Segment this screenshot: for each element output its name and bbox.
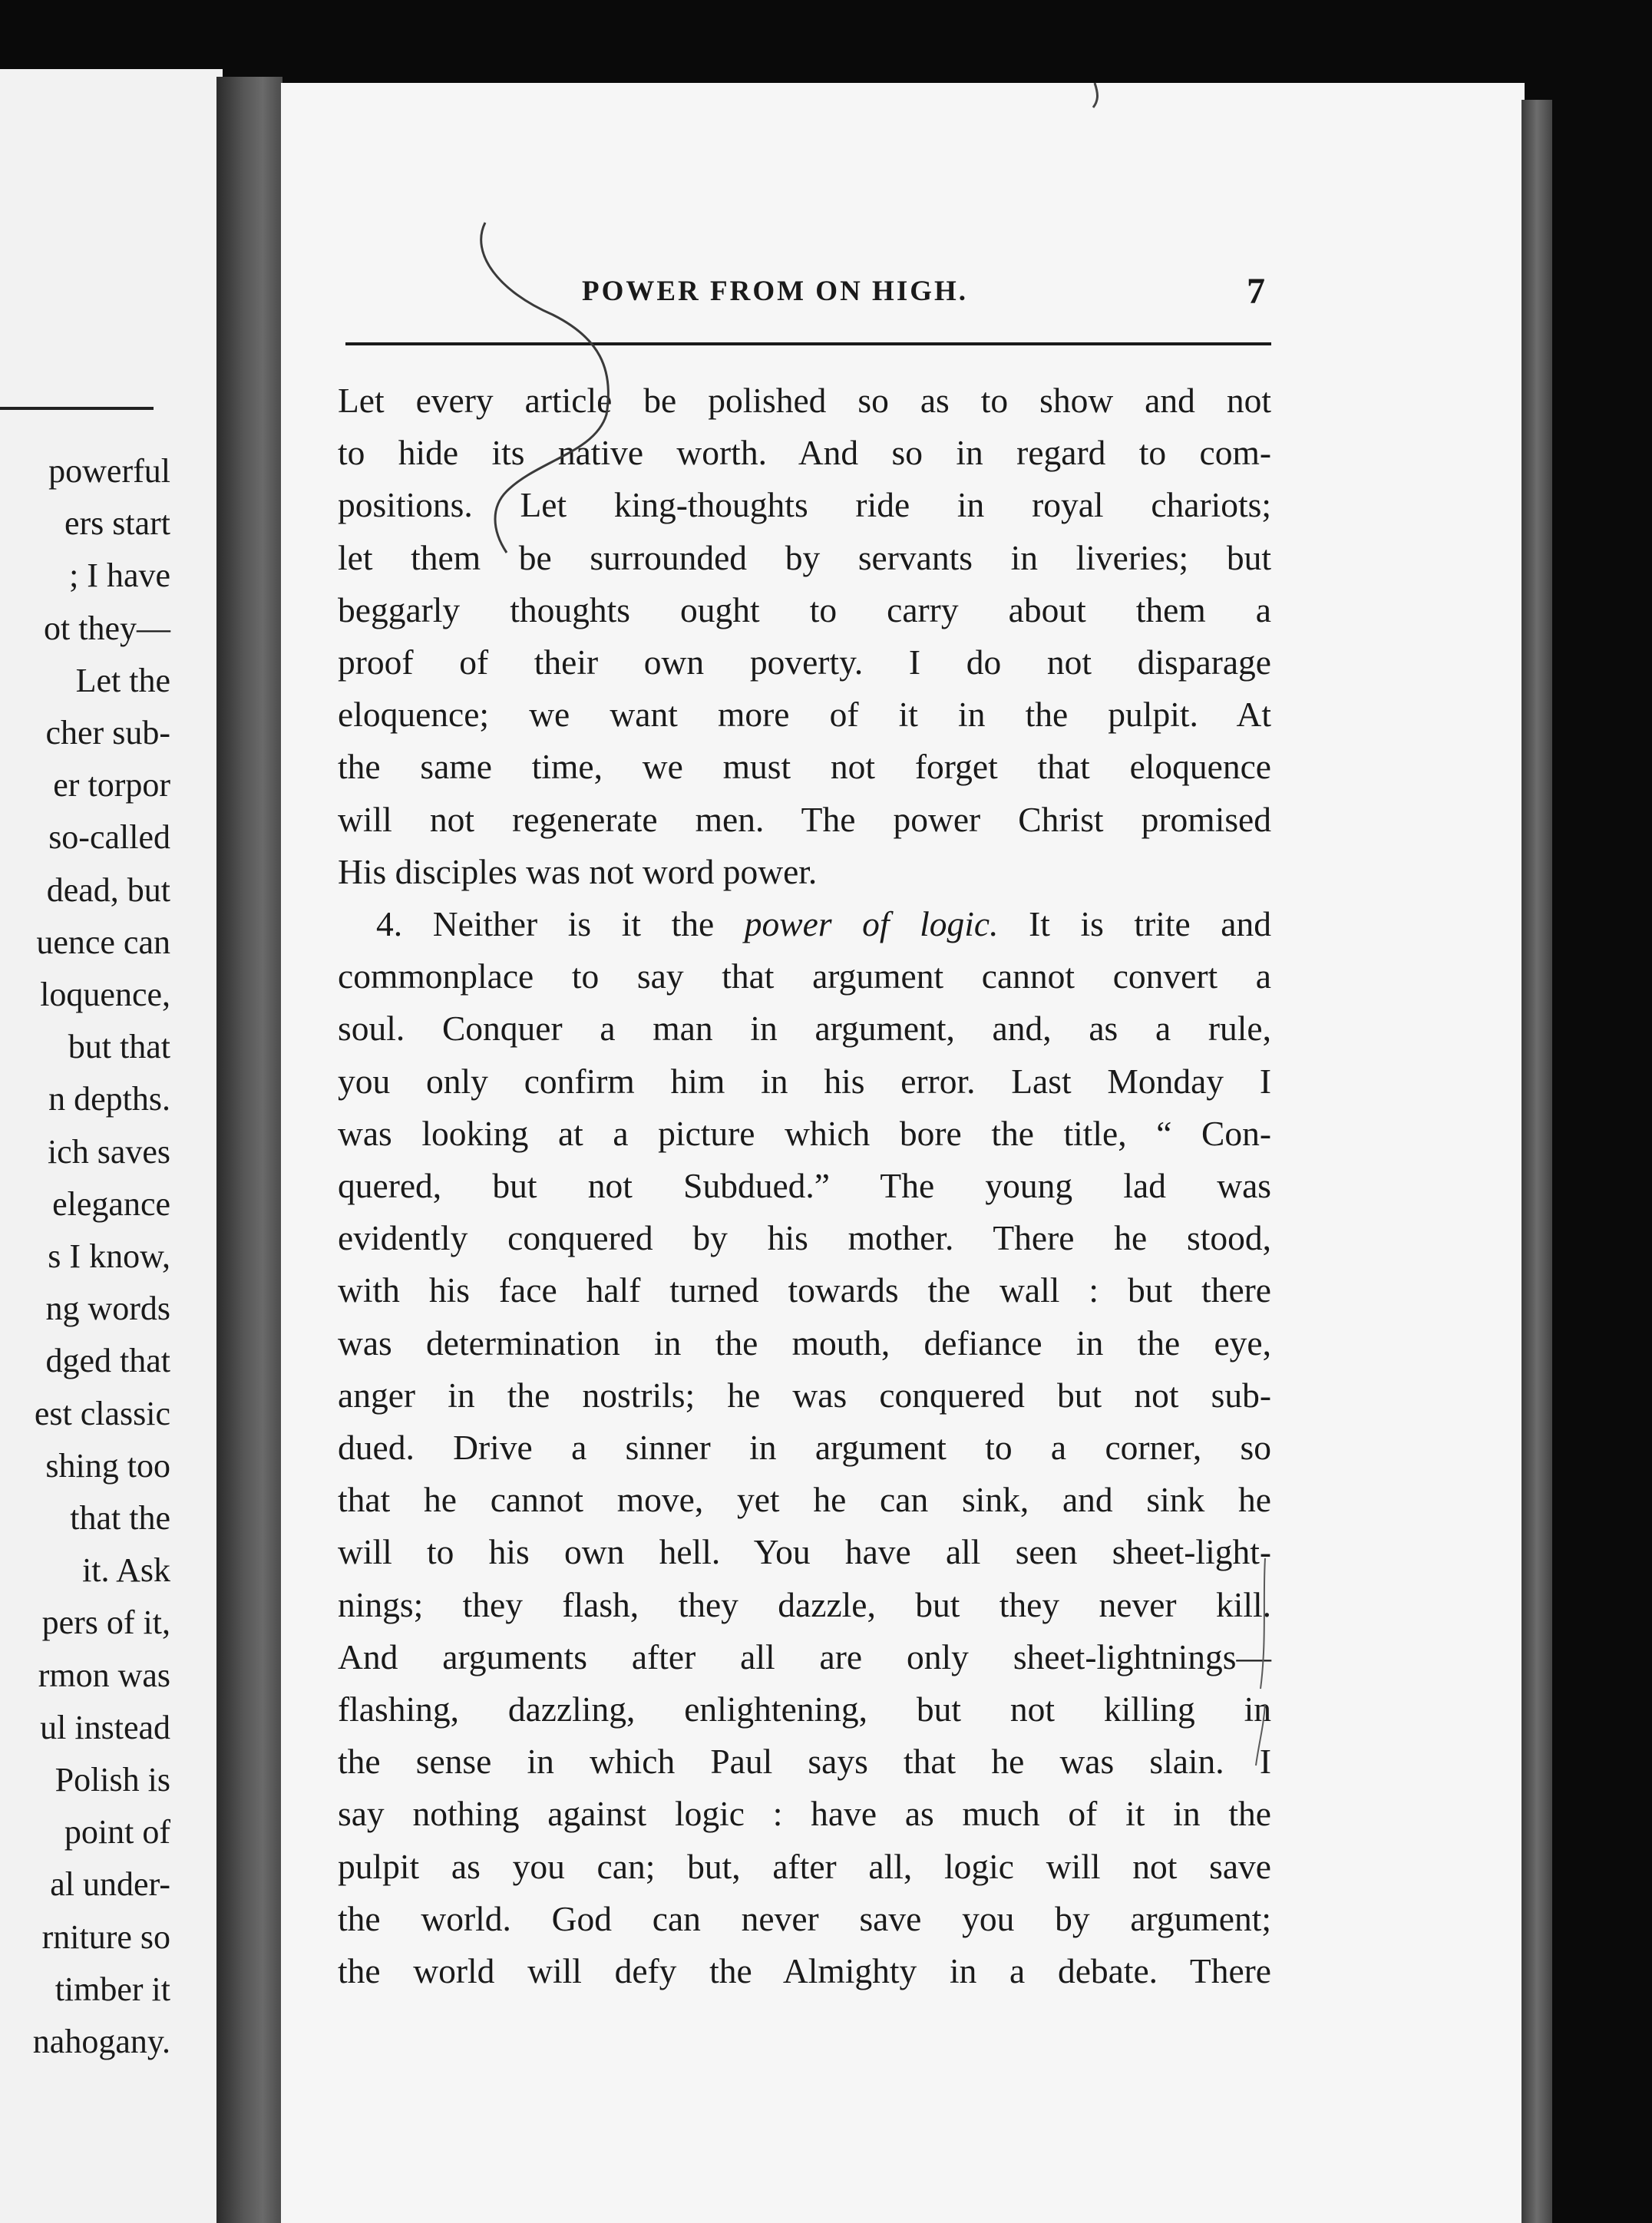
left-line: ; I have xyxy=(69,557,170,595)
text-line: flashing, dazzling, enlightening, but not killing in xyxy=(338,1690,1271,1729)
left-line: ot they— xyxy=(44,609,170,647)
text-line: to hide its native worth. And so in regard to com- xyxy=(338,433,1271,473)
left-line: ich saves xyxy=(47,1132,170,1171)
text-line: was looking at a picture which bore the title, “ Con- xyxy=(338,1113,1271,1153)
text-line: beggarly thoughts ought to carry about them a xyxy=(338,590,1271,629)
left-line: timber it xyxy=(55,1970,170,2008)
left-line: that the xyxy=(70,1499,170,1538)
left-page-rule xyxy=(0,407,154,410)
page-number: 7 xyxy=(1247,271,1265,312)
text-line: the same time, we must not forget that eloquence xyxy=(338,747,1271,787)
left-line: al under- xyxy=(50,1865,170,1904)
book-gutter xyxy=(216,77,282,2223)
running-head: POWER FROM ON HIGH. xyxy=(582,276,969,307)
left-line: rmon was xyxy=(38,1656,170,1694)
left-line: loquence, xyxy=(40,976,170,1014)
text-line: dued. Drive a sinner in argument to a corner, so xyxy=(338,1428,1271,1468)
page-body xyxy=(338,375,1271,1997)
text-line: the world will defy the Almighty in a debate. There xyxy=(338,1951,1271,1991)
left-line: uence can xyxy=(36,923,170,961)
text-line: proof of their own poverty. I do not disparage xyxy=(338,642,1271,682)
text-line: And arguments after all are only sheet-lightnings— xyxy=(338,1637,1271,1676)
text-line: commonplace to say that argument cannot convert a xyxy=(338,956,1271,996)
left-line: cher sub- xyxy=(45,714,170,752)
left-line: pers of it, xyxy=(41,1604,170,1642)
text-line: was determination in the mouth, defiance in the eye, xyxy=(338,1323,1271,1363)
text-line: evidently conquered by his mother. There he stood, xyxy=(338,1218,1271,1258)
left-line: Polish is xyxy=(55,1761,170,1799)
text-line: will not regenerate men. The power Christ promised xyxy=(338,799,1271,839)
left-page-text xyxy=(0,445,170,2068)
left-line: point of xyxy=(64,1813,170,1851)
left-page xyxy=(0,69,223,2223)
left-line: ng words xyxy=(45,1290,170,1328)
left-line: ul instead xyxy=(40,1708,170,1746)
text-line: with his face half turned towards the wall : but there xyxy=(338,1270,1271,1310)
left-line: rniture so xyxy=(41,1917,170,1956)
left-line: shing too xyxy=(45,1446,170,1485)
text-line: eloquence; we want more of it in the pulpit. At xyxy=(338,695,1271,735)
text-line: soul. Conquer a man in argument, and, as a rule, xyxy=(338,1009,1271,1049)
left-line: dged that xyxy=(45,1342,170,1380)
text-line: will to his own hell. You have all seen sheet-light- xyxy=(338,1532,1271,1572)
text-line: nings; they flash, they dazzle, but they never kill. xyxy=(338,1584,1271,1624)
left-line: elegance xyxy=(52,1184,170,1223)
left-line: er torpor xyxy=(53,766,170,804)
left-line: it. Ask xyxy=(82,1551,170,1590)
text-line: that he cannot move, yet he can sink, and sink he xyxy=(338,1480,1271,1520)
italic-phrase: power of logic. xyxy=(744,904,999,944)
text-line: quered, but not Subdued.” The young lad was xyxy=(338,1166,1271,1206)
left-line: but that xyxy=(68,1028,170,1066)
text-line: the world. God can never save you by argument; xyxy=(338,1898,1271,1938)
left-line: nahogany. xyxy=(32,2023,170,2061)
para4-lead: 4. Neither is it the xyxy=(376,904,745,944)
text-line: positions. Let king-thoughts ride in royal chariots; xyxy=(338,485,1271,525)
page-edge xyxy=(1521,100,1552,2223)
text-line: say nothing against logic : have as much of it in the xyxy=(338,1794,1271,1834)
left-line: Let the xyxy=(75,661,170,699)
text-line: His disciples was not word power. xyxy=(338,851,818,891)
text-line: pulpit as you can; but, after all, logic will not save xyxy=(338,1846,1271,1886)
left-line: s I know, xyxy=(48,1237,170,1276)
text-line: the sense in which Paul says that he was slain. I xyxy=(338,1742,1271,1782)
paragraph-4-first-line xyxy=(338,898,1271,950)
text-line: let them be surrounded by servants in liveries; but xyxy=(338,537,1271,577)
left-line: n depths. xyxy=(48,1080,170,1118)
left-line: ers start xyxy=(64,504,170,543)
text-line: Let every article be polished so as to show and not xyxy=(338,381,1271,420)
left-line: dead, but xyxy=(46,870,170,909)
left-line: powerful xyxy=(48,452,170,490)
header-rule xyxy=(345,342,1271,345)
text-line: anger in the nostrils; he was conquered but not sub- xyxy=(338,1375,1271,1415)
left-line: est classic xyxy=(34,1394,170,1432)
text-line: you only confirm him in his error. Last Monday I xyxy=(338,1061,1271,1101)
left-line: so-called xyxy=(48,818,170,857)
para4-tail: It is trite and xyxy=(998,904,1271,944)
